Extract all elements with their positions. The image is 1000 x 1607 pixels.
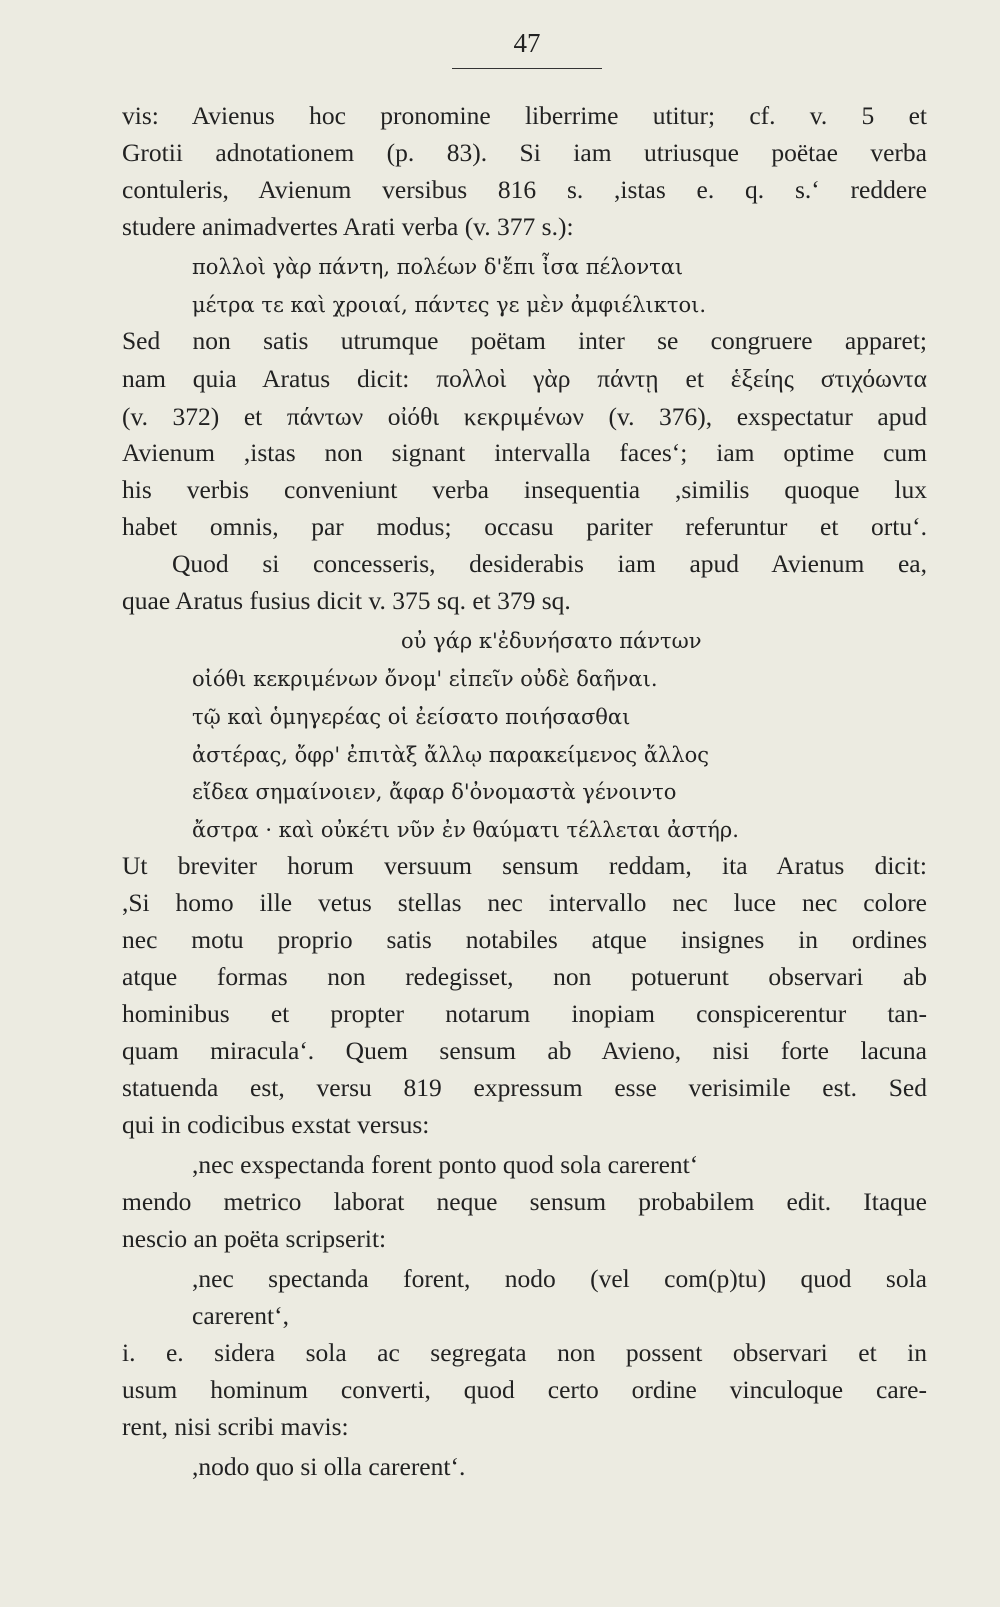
verse-quote: carerent‘, <box>192 1301 289 1330</box>
greek-verse: μέτρα τε καὶ χροιαί, πάντες γε μὲν ἀμφιέλικτοι. <box>192 293 707 317</box>
text-line: statuenda est, versu 819 expressum esse verisimile est. Sed <box>122 1073 927 1102</box>
greek-verse: οἰόθι κεκριμένων ὄνομ' εἰπεῖν οὐδὲ δαῆναι. <box>192 667 658 691</box>
text-line: quam miracula‘. Quem sensum ab Avieno, nisi forte lacuna <box>122 1036 927 1065</box>
text-line: nescio an poëta scripserit: <box>122 1224 387 1253</box>
greek-verse: ἄστρα · καὶ οὐκέτι νῦν ἐν θαύματι τέλλεται ἀστήρ. <box>192 818 739 842</box>
text-line: qui in codicibus exstat versus: <box>122 1110 430 1139</box>
text-line: ,Si homo ille vetus stellas nec intervallo nec luce nec colore <box>122 888 927 917</box>
text-line: Ut breviter horum versuum sensum reddam, ita Aratus dicit: <box>122 851 927 880</box>
text-line: Sed non satis utrumque poëtam inter se congruere apparet; <box>122 326 927 355</box>
text-line: nec motu proprio satis notabiles atque insignes in ordines <box>122 925 927 954</box>
verse-quote: ,nodo quo si olla carerent‘. <box>192 1452 466 1481</box>
header-rule <box>452 68 602 69</box>
text-line: i. e. sidera sola ac segregata non possent observari et in <box>122 1338 927 1367</box>
text-line: Grotii adnotationem (p. 83). Si iam utriusque poëtae verba <box>122 138 927 167</box>
greek-verse: πολλοὶ γὰρ πάντη, πολέων δ'ἔπι ἶσα πέλονται <box>192 255 684 279</box>
text-line: (v. 372) et πάντων οἰόθι κεκριμένων (v. 376), exspectatur apud <box>122 402 927 431</box>
text-line: atque formas non redegisset, non potuerunt observari ab <box>122 962 927 991</box>
greek-verse: τῷ καὶ ὁμηγερέας οἱ ἐείσατο ποιήσασθαι <box>192 705 631 729</box>
greek-verse: οὐ γάρ κ'ἐδυνήσατο πάντων <box>401 629 702 653</box>
text-line: studere animadvertes Arati verba (v. 377 s.): <box>122 212 574 241</box>
text-line: nam quia Aratus dicit: πολλοὶ γὰρ πάντῃ et ἑξείης στιχόωντα <box>122 364 927 393</box>
text-line: rent, nisi scribi mavis: <box>122 1412 349 1441</box>
text-line: contuleris, Avienum versibus 816 s. ,istas e. q. s.‘ reddere <box>122 175 927 204</box>
page-number: 47 <box>513 28 541 58</box>
text-line: quae Aratus fusius dicit v. 375 sq. et 379 sq. <box>122 586 571 615</box>
text-line: Avienum ,istas non signant intervalla faces‘; iam optime cum <box>122 438 927 467</box>
text-line: usum hominum converti, quod certo ordine vinculoque care- <box>122 1375 927 1404</box>
text-line: habet omnis, par modus; occasu pariter referuntur et ortu‘. <box>122 512 927 541</box>
greek-verse: εἴδεα σημαίνοιεν, ἄφαρ δ'ὀνομαστὰ γένοιντο <box>192 780 677 804</box>
text-line: mendo metrico laborat neque sensum probabilem edit. Itaque <box>122 1187 927 1216</box>
text-line: hominibus et propter notarum inopiam conspicerentur tan- <box>122 999 927 1028</box>
greek-verse: ἀστέρας, ὄφρ' ἐπιτὰξ ἄλλῳ παρακείμενος ἄλλος <box>192 743 710 767</box>
verse-quote: ,nec exspectanda forent ponto quod sola carerent‘ <box>192 1150 699 1179</box>
text-line: his verbis conveniunt verba insequentia ,similis quoque lux <box>122 475 927 504</box>
verse-quote: ,nec spectanda forent, nodo (vel com(p)tu) quod sola <box>192 1264 927 1293</box>
text-line: Quod si concesseris, desiderabis iam apud Avienum ea, <box>172 549 927 578</box>
text-line: vis: Avienus hoc pronomine liberrime utitur; cf. v. 5 et <box>122 101 927 130</box>
